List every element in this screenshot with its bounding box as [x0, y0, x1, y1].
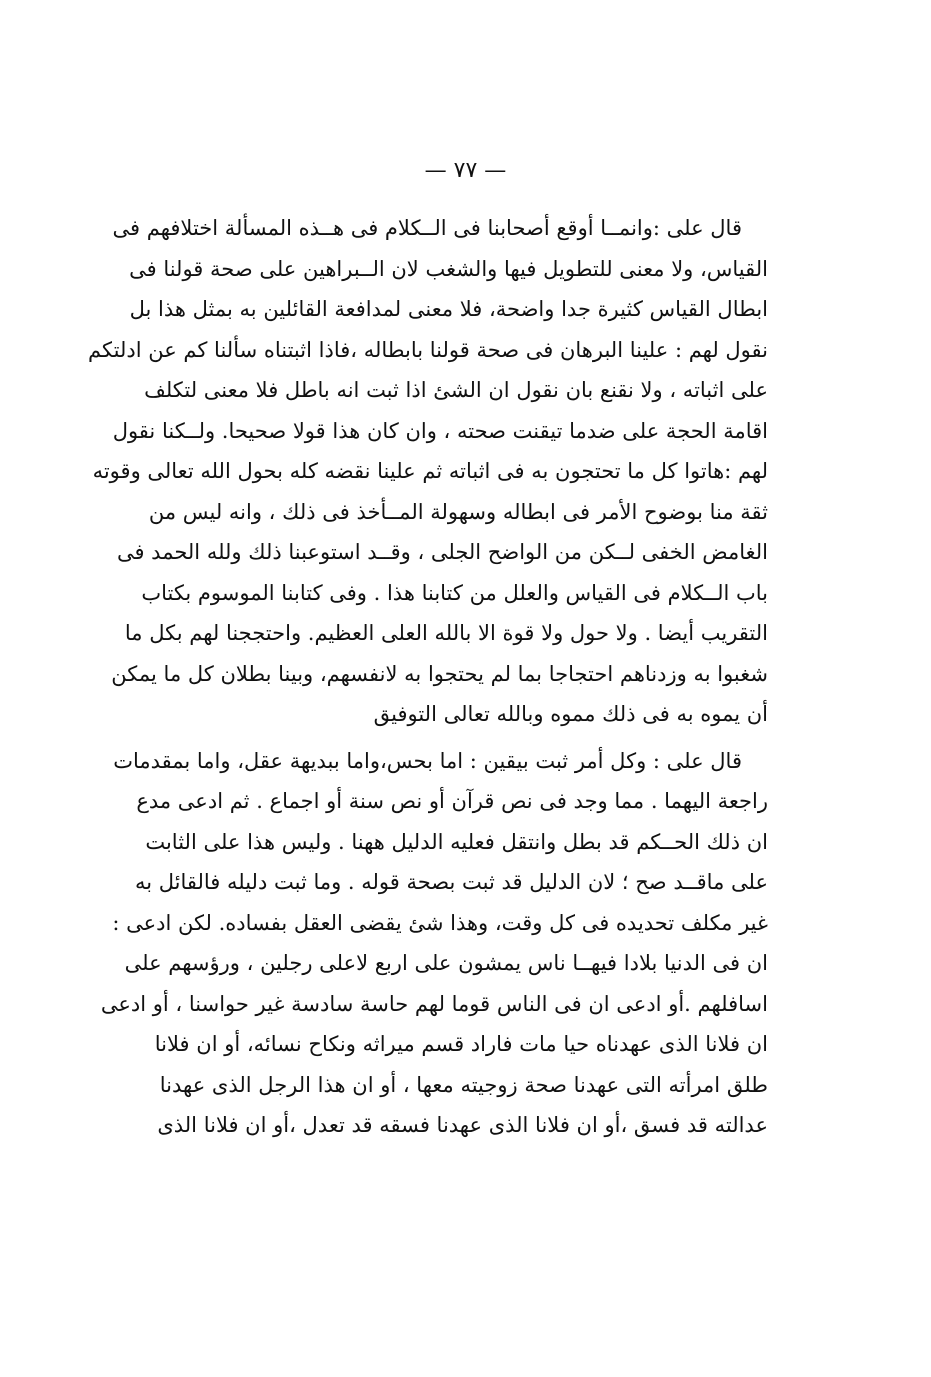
- text-line: اقامة الحجة على ضدما تيقنت صحته ، وان كان هذا قولا صحيحا. ولــكنا نقول: [112, 418, 768, 443]
- text-line: ابطال القياس كثيرة جدا واضحة، فلا معنى لمدافعة القائلين به بمثل هذا بل: [129, 297, 768, 321]
- body-text: [88, 208, 768, 1146]
- paragraph-1: [88, 208, 768, 735]
- text-line: عدالته قد فسق ،أو ان فلانا الذى عهدنا فسقه قد تعدل ،أو ان فلانا الذى: [157, 1113, 768, 1137]
- text-line: شغبوا به وزدناهم احتجاجا بما لم يحتجوا به لانفسهم، وبينا بطلان كل ما يمكن: [111, 661, 768, 686]
- text-line: التقريب أيضا . ولا حول ولا قوة الا بالله العلى العظيم. واحتججنا لهم بكل ما: [124, 621, 768, 645]
- text-line: قال على :وانمــا أوقع أصحابنا فى الــكلام فى هــذه المسألة اختلافهم فى: [112, 216, 742, 240]
- text-line: القياس، ولا معنى للتطويل فيها والشغب لان الــبراهين على صحة قولنا فى: [129, 256, 768, 281]
- text-line: باب الــكلام فى القياس والعلل من كتابنا هذا . وفى كتابنا الموسوم بكتاب: [141, 580, 768, 605]
- text-line: ان فلانا الذى عهدناه حيا مات فاراد قسم ميراثه ونكاح نسائه، أو ان فلانا: [154, 1032, 768, 1056]
- text-line: ثقة منا بوضوح الأمر فى ابطاله وسهولة المــأخذ فى ذلك ، وانه ليس من: [148, 499, 768, 524]
- text-line: لهم :هاتوا كل ما تحتجون به فى اثباته ثم علينا نقضه كله بحول الله تعالى وقوته: [92, 459, 768, 483]
- text-line: اسافلهم .أو ادعى ان فى الناس قوما لهم حاسة سادسة غير حواسنا ، أو ادعى: [100, 991, 768, 1016]
- text-line: قال على : وكل أمر ثبت بيقين : اما بحس،واما ببديهة عقل، واما بمقدمات: [113, 748, 742, 773]
- text-line: على اثباته ، ولا نقنع بان نقول ان الشئ اذا ثبت انه باطل فلا معنى لتكلف: [144, 378, 768, 402]
- text-line: غير مكلف تحديده فى كل وقت، وهذا شئ يقضى العقل بفساده. لكن ادعى :: [112, 910, 768, 935]
- text-line: طلق امرأته التى عهدنا صحة زوجيته معها ، أو ان هذا الرجل الذى عهدنا: [159, 1072, 768, 1097]
- paragraph-2: [100, 741, 768, 1146]
- text-line: على ماقــد صح ؛ لان الدليل قد ثبت بصحة قوله . وما ثبت دليله فالقائل به: [134, 870, 768, 894]
- text-line: راجعة اليهما . مما وجد فى نص قرآن أو نص سنة أو اجماع . ثم ادعى مدع: [136, 789, 768, 813]
- text-line: ان ذلك الحــكم قد بطل وانتقل فعليه الدليل ههنا . وليس هذا على الثابت: [145, 829, 768, 854]
- text-line: الغامض الخفى لــكن من الواضح الجلى ، وقــد استوعبنا ذلك ولله الحمد فى: [116, 540, 768, 564]
- text-line: أن يموه به فى ذلك مموه وبالله تعالى التوفيق: [373, 702, 768, 726]
- text-line: نقول لهم : علينا البرهان فى صحة قولنا بابطاله ،فاذا اثبتناه سألنا كم عن ادلتكم: [88, 337, 768, 362]
- text-line: ان فى الدنيا بلادا فيهــا ناس يمشون على اربع لاعلى رجلين ، ورؤسهم على: [124, 951, 768, 975]
- page-number: — ٧٧ —: [424, 158, 507, 183]
